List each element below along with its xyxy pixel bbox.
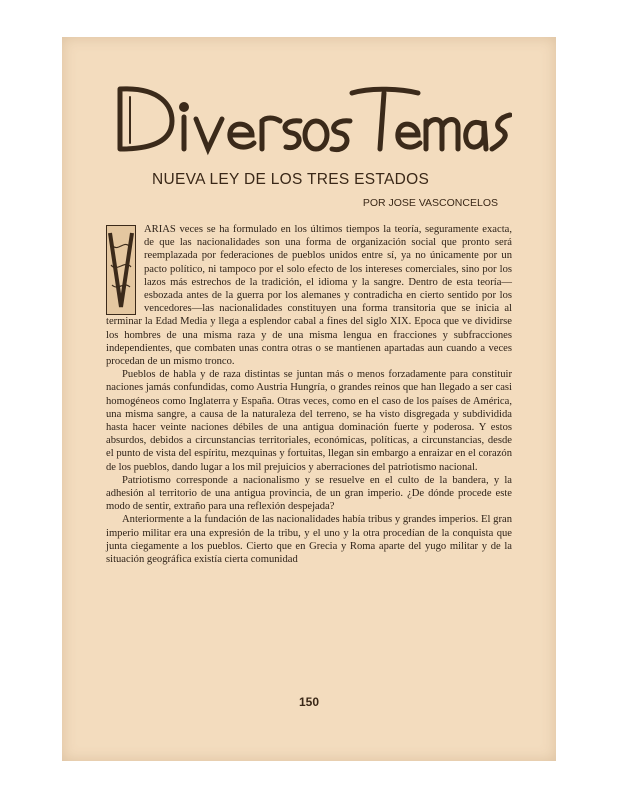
article-paragraph-3: Patriotismo corresponde a nacionalismo y se resuelve en el culto de la bandera, y la adhesión al territorio de una antigua provincia, de un gran imperio. ¿De dónde procede este modo de sentir, extraño para una reflexión despejada? [106,474,512,513]
article-byline: POR JOSE VASCONCELOS [362,197,498,209]
article-paragraph-4: Anteriormente a la fundación de las nacionalidades había tribus y grandes imperios. El gran imperio militar era una expresión de la tribu, y el uno y la otra procedían de la conquista que junta ciegamente a los pueblos. Cierto que en Grecia y Roma aparte del yugo militar y de la situación geográfica existía cierta comunidad [106,514,512,566]
drop-cap-v [106,225,136,315]
masthead-logo [112,77,512,157]
article-paragraph-1: ARIAS veces se ha formulado en los últimos tiempos la teoría, seguramente exacta, de que las nacionalidades son una forma de organización social que pronto será reemplazada por federaciones de pueblos unidos entre sí, ya no únicamente por un pacto político, ni tampoco por el solo efecto de los intereses comerciales, sino por los lazos más estrechos de la tradición, el idioma y la sangre. Dentro de esta teoría—esbozada antes de la guerra por los alemanes y contradicha en cierto sentido por los vencedores—las nacionalidades constituyen una forma transitoria que se inicia al terminar la Edad Media y llega a esplendor cabal a fines del siglo XIX. Epoca que ve dividirse los hombres de una misma raza y de una misma lengua en fracciones y subfracciones independientes, que combaten unas contra otras o se mantienen apartadas aun cuando a veces procedan de un mismo tronco. [106,224,512,368]
article-paragraph-2: Pueblos de habla y de raza distintas se juntan más o menos forzadamente para constituir naciones jamás confundidas, como Austria Hungría, o grandes reinos que han llegado a ser casi homogéneos como Inglaterra y España. Otras veces, como en el caso de los países de América, una misma sangre, a causa de la naturaleza del terreno, se ha visto disgregada y subdividida hasta hacer veinte naciones débiles de una antigua dominación fuerte y poderosa. Y estos absurdos, debidos a circunstancias territoriales, económicas, políticas, a circunstancias, desde el punto de vista del espíritu, mezquinas y fortuitas, llegan sin embargo a enraizar en el corazón de los pueblos, dando lugar a los mil prejuicios y aberraciones del patriotismo nacional. [106,369,512,473]
magazine-page [62,37,556,761]
page-number: 150 [298,695,320,709]
article-body [106,223,512,566]
section-masthead [112,77,512,157]
article-title: NUEVA LEY DE LOS TRES ESTADOS [152,171,430,188]
